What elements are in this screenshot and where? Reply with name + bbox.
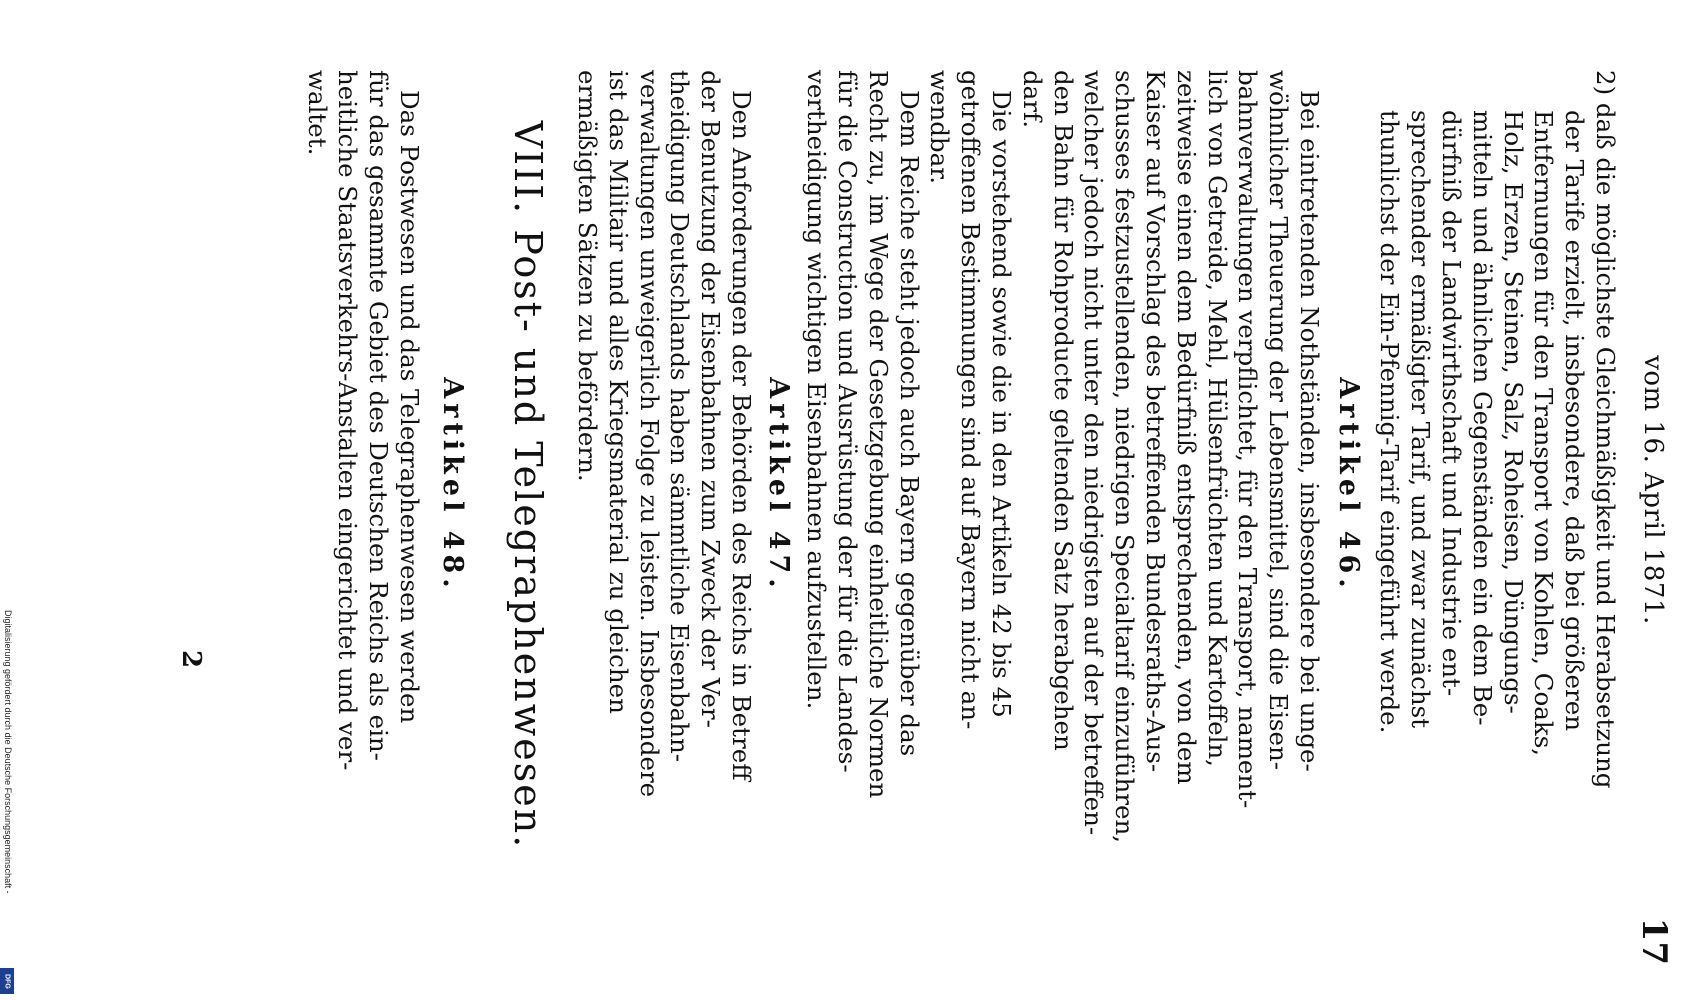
article-46-line: Bei eintretenden Nothständen, insbesondere bei unge- <box>1295 90 1324 772</box>
article-46-line: Die vorstehend sowie die in den Artikeln 42 bis 45 <box>987 90 1017 718</box>
clause-2-line: Holz, Erzen, Steinen, Salz, Roheisen, Düngungs- <box>1498 110 1528 714</box>
article-47-line: Den Anforderungen der Behörden des Reichs in Betreff <box>727 90 756 781</box>
clause-2-line: der Tarife erzielt, insbesondere, daß bei größeren <box>1560 110 1590 732</box>
article-47-line: der Benutzung der Eisenbahnen zum Zweck der Ver- <box>696 70 726 728</box>
clause-2-line: dürfniß der Landwirthschaft und Industrie ent- <box>1437 110 1467 697</box>
article-47-body <box>571 70 756 900</box>
article-46-heading: Artikel 46. <box>1333 377 1364 593</box>
dfg-logo: DFG <box>0 968 14 994</box>
article-48-line: für das gesammte Gebiet des Deutschen Reichs als ein- <box>364 70 394 761</box>
article-46-line: getroffenen Bestimmungen sind auf Bayern nicht an- <box>956 70 986 730</box>
article-46-line: bahnverwaltungen verpflichtet, für den Transport, nament- <box>1233 70 1263 809</box>
article-46-line: Dem Reiche steht jedoch auch Bayern gegenüber das <box>894 90 924 757</box>
article-46-line: lich von Getreide, Mehl, Hülsenfrüchten und Kartoffeln, <box>1202 70 1232 767</box>
article-47-heading: Artikel 47. <box>763 377 794 593</box>
clause-2-line: mitteln und ähnlichen Gegenständen ein dem Be- <box>1467 110 1497 726</box>
article-48-body <box>301 70 424 900</box>
article-46-line: wendbar. <box>925 70 955 185</box>
article-48-line: waltet. <box>302 70 332 156</box>
rotated-page <box>116 0 1686 1000</box>
article-46-line: welcher jedoch nicht unter den niedrigsten auf der betreffen- <box>1079 70 1109 836</box>
clause-2-line: thunlichst der Ein-Pfennig-Tarif eingeführt werde. <box>1375 110 1405 734</box>
article-47-line: ist das Militair und alles Kriegsmaterial zu gleichen <box>603 70 633 714</box>
article-46-line: schusses festzustellenden, niedrigen Specialtarif einzuführen, <box>1110 70 1140 844</box>
digitization-credit <box>2 610 14 1000</box>
article-48-line: heitliche Staatsverkehrs-Anstalten eingerichtet und ver- <box>333 70 363 771</box>
digitization-credit-text: Digitalisierung gefördert durch die Deutsche Forschungsgemeinschaft - <box>3 610 13 894</box>
running-title: vom 16. April 1871. <box>1638 355 1668 625</box>
article-47-line: theidigung Deutschlands haben sämmtliche Eisenbahn- <box>665 70 695 763</box>
article-46-line: zeitweise einen dem Bedürfniß entsprechenden, von dem <box>1171 70 1201 785</box>
article-46-line: den Bahn für Rohproducte geltenden Satz herabgehen <box>1048 70 1078 751</box>
article-46-body <box>800 70 1324 900</box>
page-header <box>1624 55 1674 965</box>
article-46-line: für die Construction und Ausrüstung der für die Landes- <box>833 70 863 773</box>
article-46-line: Kaiser auf Vorschlag des betreffenden Bundesraths-Aus- <box>1141 70 1171 773</box>
article-47-line: ermäßigten Sätzen zu befördern. <box>573 70 603 482</box>
clause-2-line: sprechender ermäßigter Tarif, und zwar zunächst <box>1406 110 1436 729</box>
section-viii-title: VIII. Post- und Telegraphenwesen. <box>506 120 550 850</box>
article-46-line: wöhnlicher Theuerung der Lebensmittel, sind die Eisen- <box>1264 70 1294 771</box>
clause-2-line: Entfernungen für den Transport von Kohlen, Coaks, <box>1529 110 1559 757</box>
article-46-line: Recht zu, im Wege der Gesetzgebung einheitliche Normen <box>863 70 893 799</box>
article-48-heading: Artikel 48. <box>437 377 468 593</box>
clause-2-line: 2) daß die möglichste Gleichmäßigkeit und Herabsetzung <box>1591 70 1620 789</box>
clause-2 <box>1374 70 1620 900</box>
article-46-line: darf. <box>1017 70 1047 128</box>
sheet-signature: 2 <box>176 650 206 669</box>
article-48-line: Das Postwesen und das Telegraphenwesen werden <box>395 90 424 724</box>
article-47-line: verwaltungen unweigerlich Folge zu leisten. Insbesondere <box>634 70 664 798</box>
article-46-line: vertheidigung wichtigen Eisenbahnen aufzustellen. <box>802 70 832 710</box>
page-number: 17 <box>1634 917 1674 965</box>
